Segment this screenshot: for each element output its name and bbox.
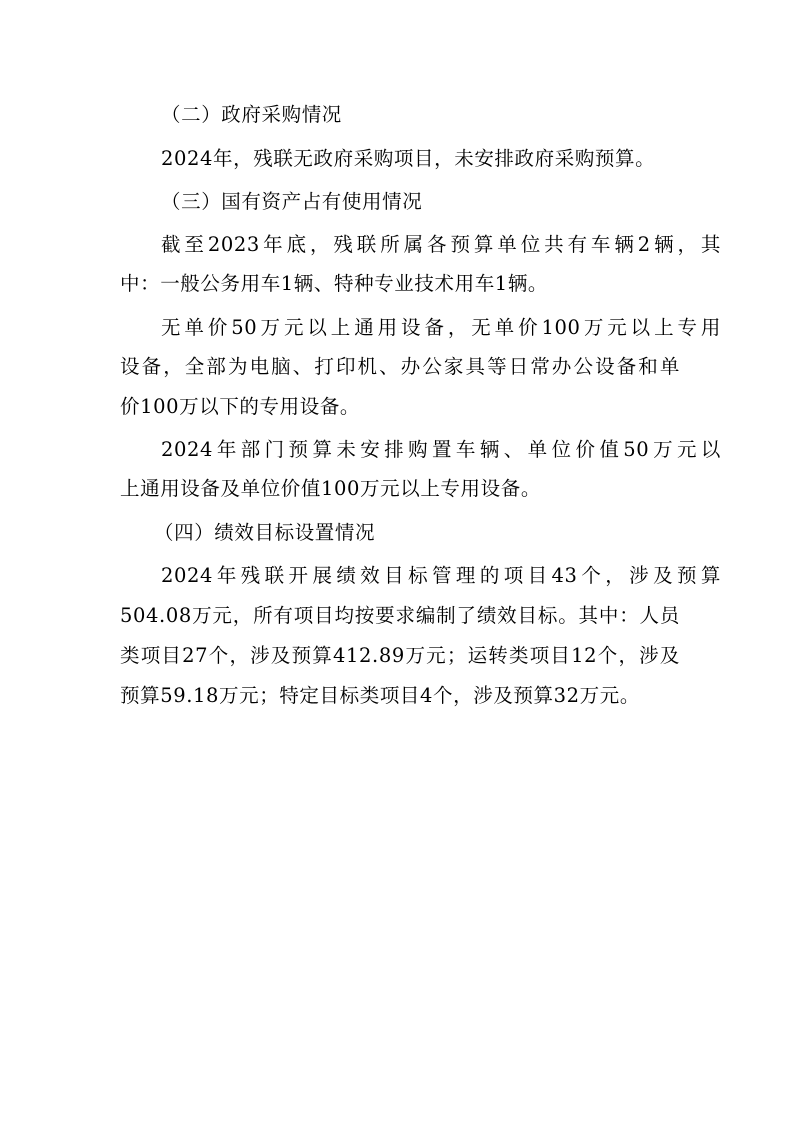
- paragraph-line: 预算59.18万元；特定目标类项目4个，涉及预算32万元。: [120, 684, 640, 707]
- paragraph-line: 中：一般公务用车1辆、特种专业技术用车1辆。: [120, 272, 549, 295]
- paragraph-line: 设备，全部为电脑、打印机、办公家具等日常办公设备和单: [120, 355, 680, 378]
- section-heading-performance: （四）绩效目标设置情况: [154, 521, 376, 544]
- paragraph-line: 价100万以下的专用设备。: [120, 395, 361, 418]
- paragraph-line: 截至2023年底，残联所属各预算单位共有车辆2辆，其: [161, 233, 721, 256]
- paragraph-line: 上通用设备及单位价值100万元以上专用设备。: [120, 477, 541, 500]
- paragraph-line: 2024年部门预算未安排购置车辆、单位价值50万元以: [161, 438, 721, 461]
- paragraph-line: 无单价50万元以上通用设备，无单价100万元以上专用: [161, 316, 721, 339]
- paragraph-line: 类项目27个，涉及预算412.89万元；运转类项目12个，涉及: [120, 644, 680, 667]
- paragraph-line: 504.08万元，所有项目均按要求编制了绩效目标。其中：人员: [120, 604, 680, 627]
- paragraph-line: 2024年残联开展绩效目标管理的项目43个，涉及预算: [161, 564, 721, 587]
- section-heading-assets: （三）国有资产占有使用情况: [161, 190, 423, 213]
- section-heading-procurement: （二）政府采购情况: [161, 103, 342, 126]
- paragraph-line: 2024年，残联无政府采购项目，未安排政府采购预算。: [161, 147, 656, 170]
